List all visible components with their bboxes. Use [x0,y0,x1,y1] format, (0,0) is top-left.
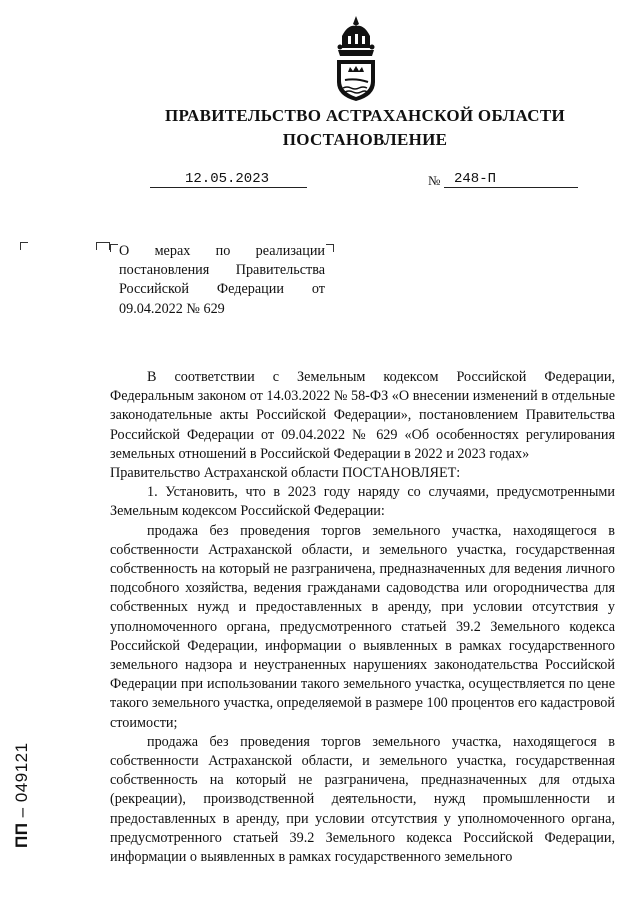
number-sign: № [428,173,441,188]
form-serial-number: ПП – 049121 [12,742,31,848]
corner-mark [102,242,110,250]
body-paragraph: 1. Установить, что в 2023 году наряду со случаями, предусмотренными Земельным кодексом Российской Федерации: [110,484,615,520]
corner-mark [20,242,28,250]
body-paragraph: В соответствии с Земельным кодексом Российской Федерации, Федеральным законом от 14.03.2022 № 58-ФЗ «О внесении изменений в отдельные законодательные акты Российской Федерации», постановлением Правительства Российской Федерации от 09.04.2022 № 629 «Об особенностях регулирования земельных отношений в Российской Федерации в 2022 и 2023 годах» [110,369,615,462]
document-type-title: ПОСТАНОВЛЕНИЕ [282,130,448,149]
government-title: ПРАВИТЕЛЬСТВО АСТРАХАНСКОЙ ОБЛАСТИ [165,106,565,125]
number-underline [444,187,578,188]
document-body [110,368,615,867]
corner-mark [110,244,118,252]
date-underline [150,187,307,188]
corner-mark [326,244,334,252]
body-paragraph: Правительство Астраханской области ПОСТАНОВЛЯЕТ: [110,465,461,482]
body-paragraph: продажа без проведения торгов земельного участка, находящегося в собственности Астраханской области, и земельного участка, государственная собственность на который не разграничена, предназначенных для ведения личного подсобного хозяйства, ведения гражданами садоводства или огородничества для собственных нужд и предоставленных в аренду, при условии отсутствия у уполномоченного органа, предусмотренного статьей 39.2 Земельного кодекса Российской Федерации, информации о выявленных в рамках государственного земельного надзора и неустраненных нарушениях законодательства Российской Федерации при использовании такого земельного участка, осуществляется по цене такого земельного участка, определяемой в размере 100 процентов его кадастровой стоимости; [110,522,615,731]
document-subject: О мерах по реализации постановления Правительства Российской Федерации от 09.04.2022 № 629 [119,243,325,317]
document-date: 12.05.2023 [185,171,270,187]
body-paragraph: продажа без проведения торгов земельного участка, находящегося в собственности Астраханской области, и земельного участка, государственная собственность на который не разграничена, предназначенных для отдыха (рекреации), производственной деятельности, нужд промышленности и предоставленных в аренду, при условии отсутствия у уполномоченного органа, предусмотренного статьей 39.2 Земельного кодекса Российской Федерации, информации о выявленных в рамках государственного земельного [110,733,615,866]
serial-number: 049121 [12,742,31,803]
document-number: 248-П [454,171,497,187]
serial-series: ПП [12,822,31,848]
astrakhan-coat-of-arms-icon [328,14,384,102]
